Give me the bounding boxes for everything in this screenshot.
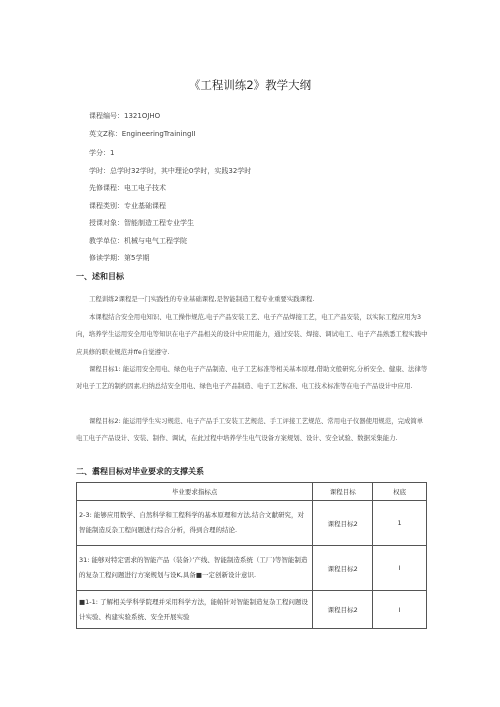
weight-cell: 1 (373, 501, 427, 546)
weight-cell: I (373, 546, 427, 591)
meta-unit: 教学单位：机械与电气工程学院 (89, 237, 187, 245)
paragraph-description: 本课程结合安全用电知识、电工操作规范,电子产品安装工艺、电子产品焊接工艺，电工产品安装，以实际工程应用为3向，培养学生运用安全用电等知识在电子产品相关的设计中应用能力，通过安装、焊接、调试电工、电子产品熟悉工程实践中应具修的职业规范并ffe自觉遵守. (76, 313, 428, 356)
table-row (77, 546, 427, 591)
table-row (77, 501, 427, 546)
requirement-cell: 31: 能够对特定需求的智能产品（装备）’产线、智能制造系统（工厂)等智能制造的复杂工程问题进行方案规划与设K,具备■一定创新设计意识. (77, 546, 313, 591)
table-row (77, 591, 427, 629)
paragraph-objective-1: 课程目标1: 能运用安全用电、绿色电子产品制造、电子工艺标准等相关基本原理,借助文般研究,分析安全、健康、法律等对电子工艺的制约因素,归纳总结安全用电、绿色电子产品制造、电子工艺标准、电工技术标准等在电子产品设计中应用. (76, 365, 428, 391)
meta-category: 课程类别：专业基础课程 (89, 202, 166, 210)
paragraph-objective-2: 课程目标2: 能运用学生实习规范、电子产品手工安装工艺规范、手工评接工艺规范、常用电子仪器使用规范，完成简单电工电子产品设计、安装、制作、调试，在此过程中培养学生电气设备方案规划、设计、安全试验、数据采集能力. (76, 417, 424, 443)
weight-cell: I (373, 591, 427, 629)
meta-semester: 修读学期：第5学期 (89, 254, 150, 262)
goal-cell: 课程目标2 (313, 591, 373, 629)
requirement-cell: ■1-1: 了解相关学科学院理并采用科学方法，能帕针对智能制造复杂工程问题设计实验、构建实验系统、安全开展实验 (77, 591, 313, 629)
section-heading-overview: 一、述和目标 (76, 272, 124, 281)
meta-audience: 授课对象：智能制造工程专业学生 (89, 219, 194, 227)
header-weight: 权底 (373, 483, 427, 501)
header-requirement: 毕业要求指标点 (77, 483, 313, 501)
meta-credits: 学分：1 (89, 149, 115, 157)
header-course-goal: 课程目标 (313, 483, 373, 501)
meta-hours: 学时：总学时32学时，其中理论0学时，实践32学时 (89, 167, 252, 175)
meta-english-name: 英文Z称：EngineeringTrainingII (89, 130, 196, 138)
table-header-row (77, 483, 427, 501)
meta-course-code: 课程编号：1321OJHO (89, 112, 161, 120)
goal-cell: 课程目标2 (313, 501, 373, 546)
requirement-cell: 2-3: 能够应用数学、自然科学和工程科学的基本原理和方法,结合文献研究，对智能制造反杂工程问题进行综合分析，得到合理的结论. (77, 501, 313, 546)
meta-prerequisite: 先修课程：电工电子技术 (89, 184, 166, 192)
goal-cell: 课程目标2 (313, 546, 373, 591)
document-title: 《工程训练2》教学大纲 (188, 78, 312, 92)
paragraph-intro: 工程训练2课程是一门实践性的专业基础课程,是智能制造工程专业重要实践课程. (89, 295, 315, 303)
support-table (76, 482, 427, 629)
section-heading-support: 二、翥程目标对毕业要求的支撑关系 (76, 467, 204, 476)
